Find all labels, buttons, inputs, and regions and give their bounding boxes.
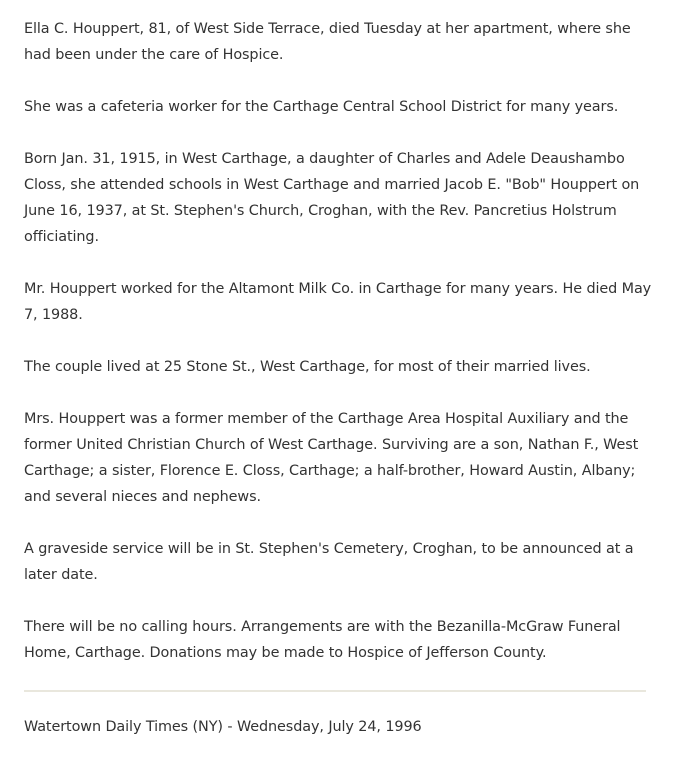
paragraph-occupation: She was a cafeteria worker for the Carthage Central School District for many years.: [24, 99, 619, 115]
paragraph-service: A graveside service will be in St. Stephen's Cemetery, Croghan, to be announced at a later date.: [24, 541, 634, 583]
paragraph-death-notice: Ella C. Houppert, 81, of West Side Terrace, died Tuesday at her apartment, where she had been under the care of Hospice.: [24, 21, 631, 63]
paragraph-arrangements: There will be no calling hours. Arrangements are with the Bezanilla-McGraw Funeral Home, Carthage. Donations may be made to Hospice of Jefferson County.: [24, 619, 621, 661]
source-citation: Watertown Daily Times (NY) - Wednesday, July 24, 1996: [24, 719, 422, 735]
obituary-article: [24, 16, 656, 692]
paragraph-survivors: Mrs. Houppert was a former member of the Carthage Area Hospital Auxiliary and the former United Christian Church of West Carthage. Surviving are a son, Nathan F., West Carthage; a sister, Florence E. Closs, Carthage; a half-brother, Howard Austin, Albany; and several nieces and nephews.: [24, 411, 639, 505]
divider: [24, 690, 646, 692]
paragraph-birth-marriage: Born Jan. 31, 1915, in West Carthage, a daughter of Charles and Adele Deaushambo Closs, she attended schools in West Carthage and married Jacob E. "Bob" Houppert on June 16, 1937, at St. Stephen's Church, Croghan, with the Rev. Pancretius Holstrum officiating.: [24, 151, 640, 245]
paragraph-residence: The couple lived at 25 Stone St., West Carthage, for most of their married lives.: [24, 359, 591, 375]
paragraph-husband: Mr. Houppert worked for the Altamont Milk Co. in Carthage for many years. He died May 7, 1988.: [24, 281, 652, 323]
